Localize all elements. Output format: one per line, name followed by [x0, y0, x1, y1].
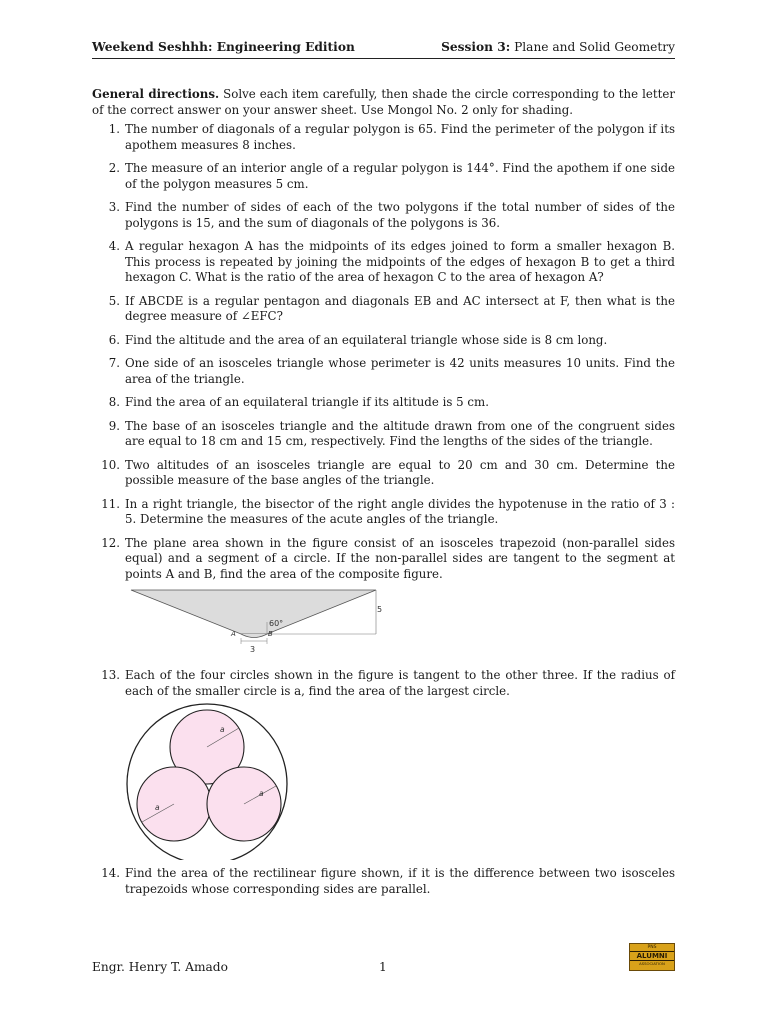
problem-text: The base of an isosceles triangle and the altitude drawn from one of the congruent sides are equal to 18 cm and 15 cm, respectively. Find the lengths of the sides of the triangle. — [125, 418, 675, 448]
problem-text: If ABCDE is a regular pentagon and diagonals EB and AC intersect at F, then what is the degree measure of ∠EFC? — [125, 293, 675, 323]
problem-1 — [92, 122, 675, 153]
trapezoid-shape — [131, 590, 376, 634]
problem-text: Find the number of sides of each of the two polygons if the total number of sides of the polygons is 15, and the sum of diagonals of the polygons is 36. — [125, 200, 675, 230]
problem-4 — [92, 239, 675, 286]
problem-number: 13. — [101, 668, 120, 682]
problem-text: Find the area of the rectilinear figure shown, if it is the difference between two isosceles trapezoids whose corresponding sides are parallel. — [125, 866, 675, 896]
problem-text: Find the area of an equilateral triangle if its altitude is 5 cm. — [125, 395, 489, 409]
problem-number: 1. — [108, 122, 120, 136]
problem-10 — [92, 458, 675, 489]
logo-line-1: PNS — [647, 945, 657, 950]
problem-9 — [92, 419, 675, 450]
label-a-right: a — [259, 789, 264, 798]
label-point-b: B — [268, 630, 273, 638]
problem-2 — [92, 161, 675, 192]
problem-11 — [92, 497, 675, 528]
problem-number: 5. — [108, 293, 120, 308]
problem-3 — [92, 200, 675, 231]
problem-7 — [92, 356, 675, 387]
problem-number: 7. — [108, 356, 120, 370]
problem-text: One side of an isosceles triangle whose perimeter is 42 units measures 10 units. Find the area of the triangle. — [125, 356, 675, 386]
problem-text: The plane area shown in the figure consist of an isosceles trapezoid (non-parallel sides equal) and a segment of a circle. If the non-parallel sides are tangent to the segment at points A and B, find the area of the composite figure. — [125, 535, 675, 581]
figure-13-circles — [125, 702, 675, 860]
label-3: 3 — [250, 645, 256, 654]
author-name: Engr. Henry T. Amado — [92, 960, 228, 974]
problem-text: The number of diagonals of a regular polygon is 65. Find the perimeter of the polygon if its apothem measures 8 inches. — [125, 122, 675, 152]
problem-text: Find the altitude and the area of an equilateral triangle whose side is 8 cm long. — [125, 332, 608, 347]
problem-number: 8. — [108, 395, 120, 409]
trapezoid-diagram — [125, 586, 385, 656]
page-number: 1 — [379, 960, 387, 974]
directions-heading: General directions. — [92, 87, 220, 101]
circle-segment — [241, 634, 267, 638]
problem-number: 14. — [101, 866, 120, 880]
logo-line-2: ALUMNI — [630, 951, 674, 961]
header-title: Weekend Seshhh: Engineering Edition — [92, 40, 355, 54]
problem-number: 12. — [101, 535, 120, 550]
problem-number: 3. — [108, 200, 120, 214]
problem-number: 10. — [101, 457, 120, 472]
label-a-left: a — [155, 803, 160, 812]
problem-13 — [92, 668, 675, 699]
logo-line-3: ASSOCIATION — [639, 961, 665, 966]
general-directions — [92, 87, 675, 118]
label-60-degrees: 60° — [269, 619, 284, 628]
session-title: Plane and Solid Geometry — [514, 40, 675, 54]
problem-number: 2. — [108, 161, 120, 175]
session-label: Session 3: — [441, 40, 511, 54]
page-content — [92, 87, 675, 897]
problem-14 — [92, 866, 675, 897]
tangent-circles-diagram — [125, 702, 295, 860]
alumni-logo — [629, 943, 675, 971]
label-5: 5 — [377, 605, 383, 614]
problem-text: In a right triangle, the bisector of the right angle divides the hypotenuse in the ratio of 3 : 5. Determine the measures of the acute angles of the triangle. — [125, 496, 675, 526]
label-a-top: a — [220, 725, 225, 734]
problem-text: Two altitudes of an isosceles triangle are equal to 20 cm and 30 cm. Determine the possible measure of the base angles of the triangle. — [125, 457, 675, 487]
page-header — [92, 40, 675, 59]
problem-6 — [92, 333, 675, 349]
problem-number: 9. — [108, 418, 120, 433]
problem-8 — [92, 395, 675, 411]
directions-text: Solve each item carefully, then shade the circle corresponding to the letter of the correct answer on your answer sheet. Use Mongol No. 2 only for shading. — [92, 87, 675, 117]
problem-text: Each of the four circles shown in the figure is tangent to the other three. If the radius of each of the smaller circle is a, find the area of the largest circle. — [125, 668, 675, 698]
problem-text: The measure of an interior angle of a regular polygon is 144°. Find the apothem if one side of the polygon measures 5 cm. — [125, 161, 675, 191]
problem-number: 4. — [108, 239, 120, 253]
problem-12 — [92, 536, 675, 583]
figure-12-trapezoid — [125, 586, 675, 656]
header-session — [441, 40, 675, 54]
problem-number: 6. — [108, 332, 120, 347]
problem-5 — [92, 294, 675, 325]
problem-number: 11. — [101, 496, 120, 511]
label-point-a: A — [231, 630, 236, 638]
problem-text: A regular hexagon A has the midpoints of its edges joined to form a smaller hexagon B. This process is repeated by joining the midpoints of the edges of hexagon B to get a third hexagon C. What is the ratio of the area of hexagon C to the area of hexagon A? — [125, 239, 675, 284]
